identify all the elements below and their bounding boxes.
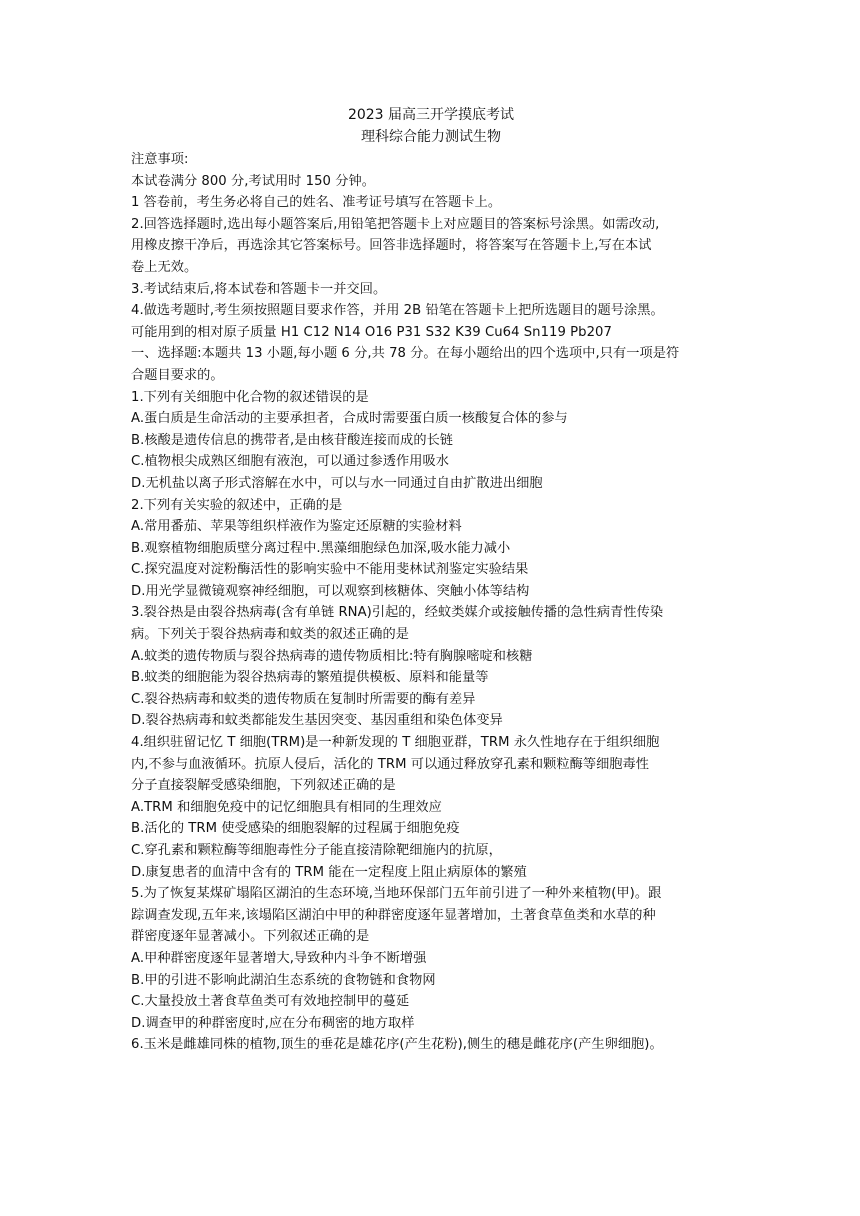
question-stem: 5.为了恢复某煤矿塌陷区湖泊的生态环境,当地环保部门五年前引进了一种外来植物(甲)。跟	[131, 886, 662, 902]
option-a: A.常用番茄、苹果等组织样液作为鉴定还原糖的实验材料	[131, 519, 462, 535]
instructions	[131, 149, 731, 343]
option-b: B.甲的引进不影响此湖泊生态系统的食物链和食物网	[131, 972, 436, 988]
question-stem: 群密度逐年显著减小。下列叙述正确的是	[131, 929, 370, 945]
option-a: A.TRM 和细胞免疫中的记忆细胞具有相同的生理效应	[131, 799, 442, 815]
exam-page	[131, 104, 731, 1056]
question-1	[131, 387, 731, 495]
question-stem: 4.组织驻留记忆 T 细胞(TRM)是一种新发现的 T 细胞亚群，TRM 永久性地存在于组织细胞	[131, 735, 660, 751]
exam-subtitle: 理科综合能力测试生物	[361, 129, 501, 145]
question-5	[131, 883, 731, 1034]
option-c: C.探究温度对淀粉酶活性的影响实验中不能用斐林试剂鉴定实验结果	[131, 562, 529, 578]
question-stem: 3.裂谷热是由裂谷热病毒(含有单链 RNA)引起的，经蚊类媒介或接触传播的急性病青性传染	[131, 605, 664, 621]
question-3	[131, 602, 731, 732]
instruction-line: 2.回答选择题时,选出每小题答案后,用铅笔把答题卡上对应题目的答案标号涂黑。如需改动,	[131, 216, 660, 232]
question-stem: 分子直接裂解受感染细胞，下列叙述正确的是	[131, 778, 396, 794]
option-d: D.裂谷热病毒和蚊类都能发生基因突变、基因重组和染色体变异	[131, 713, 503, 729]
option-c: C.植物根尖成熟区细胞有液泡，可以通过参透作用吸水	[131, 454, 449, 470]
instruction-line: 1 答卷前，考生务必将自己的姓名、准考证号填写在答题卡上。	[131, 195, 502, 211]
instruction-line: 3.考试结束后,将本试卷和答题卡一并交回。	[131, 281, 387, 297]
question-6	[131, 1034, 731, 1056]
option-b: B.核酸是遗传信息的携带者,是由核苷酸连接而成的长链	[131, 432, 454, 448]
option-c: C.裂谷热病毒和蚊类的遗传物质在复制时所需要的酶有差异	[131, 691, 476, 707]
option-c: C.穿孔素和颗粒酶等细胞毒性分子能直接清除靶细施内的抗原，	[131, 843, 502, 858]
instructions-heading: 注意事项:	[131, 152, 189, 167]
section-heading	[131, 343, 731, 386]
option-c: C.大量投放土著食草鱼类可有效地控制甲的蔓延	[131, 994, 410, 1010]
option-a: A.甲种群密度逐年显著增大,导致种内斗争不断增强	[131, 950, 427, 966]
question-2	[131, 495, 731, 603]
option-a: A.蚊类的遗传物质与裂谷热病毒的遗传物质相比:特有胸腺嘧啶和核糖	[131, 648, 533, 664]
option-b: B.蚊类的细胞能为裂谷热病毒的繁殖提供模板、原料和能量等	[131, 670, 489, 686]
question-4	[131, 732, 731, 883]
option-d: D.用光学显微镜观察神经细胞，可以观察到核糖体、突触小体等结构	[131, 583, 530, 599]
question-stem: 2.下列有关实验的叙述中，正确的是	[131, 497, 343, 513]
question-stem: 6.玉米是雌雄同株的植物,顶生的垂花是雄花序(产生花粉),侧生的穗是雌花序(产生卵细胞)。	[131, 1037, 663, 1053]
option-b: B.观察植物细胞质壁分离过程中.黑藻细胞绿色加深,吸水能力减小	[131, 540, 511, 556]
instruction-line: 用橡皮擦干净后，再选涂其它答案标号。回答非选择题时，将答案写在答题卡上,写在本试	[131, 238, 652, 254]
section-line: 一、选择题:本题共 13 小题,每小题 6 分,共 78 分。在每小题给出的四个选项中,只有一项是符	[131, 346, 680, 362]
exam-title: 2023 届高三开学摸底考试	[347, 107, 515, 123]
option-a: A.蛋白质是生命活动的主要承担者，合成时需要蛋白质一核酸复合体的参与	[131, 411, 568, 427]
question-stem: 内,不参与血液循环。抗原人侵后，活化的 TRM 可以通过释放穿孔素和颗粒酶等细胞毒性	[131, 756, 650, 772]
option-b: B.活化的 TRM 使受感染的细胞裂解的过程属于细胞免疫	[131, 821, 460, 837]
question-stem: 病。下列关于裂谷热病毒和蚊类的叙述正确的是	[131, 627, 409, 643]
question-stem: 踪调查发现,五年来,该塌陷区湖泊中甲的种群密度逐年显著增加，土著食草鱼类和水草的种	[131, 907, 656, 923]
question-stem: 1.下列有关细胞中化合物的叙述错误的是	[131, 389, 369, 405]
instruction-line: 本试卷满分 800 分,考试用时 150 分钟。	[131, 173, 375, 189]
option-d: D.无机盐以离子形式溶解在水中，可以与水一同通过自由扩散进出细胞	[131, 475, 543, 491]
section-line: 合题目要求的。	[131, 367, 224, 383]
option-d: D.调查甲的种群密度时,应在分布稠密的地方取样	[131, 1015, 415, 1031]
atomic-mass-line: 可能用到的相对原子质量 H1 C12 N14 O16 P31 S32 K39 Cu64 Sn119 Pb207	[131, 324, 612, 340]
option-d: D.康复患者的血清中含有的 TRM 能在一定程度上阻止病原体的繁殖	[131, 864, 527, 880]
instruction-line: 4.做选考题时,考生须按照题目要求作答，并用 2B 铅笔在答题卡上把所选题目的题号涂黑。	[131, 303, 664, 319]
instruction-line: 卷上无效。	[131, 259, 198, 275]
